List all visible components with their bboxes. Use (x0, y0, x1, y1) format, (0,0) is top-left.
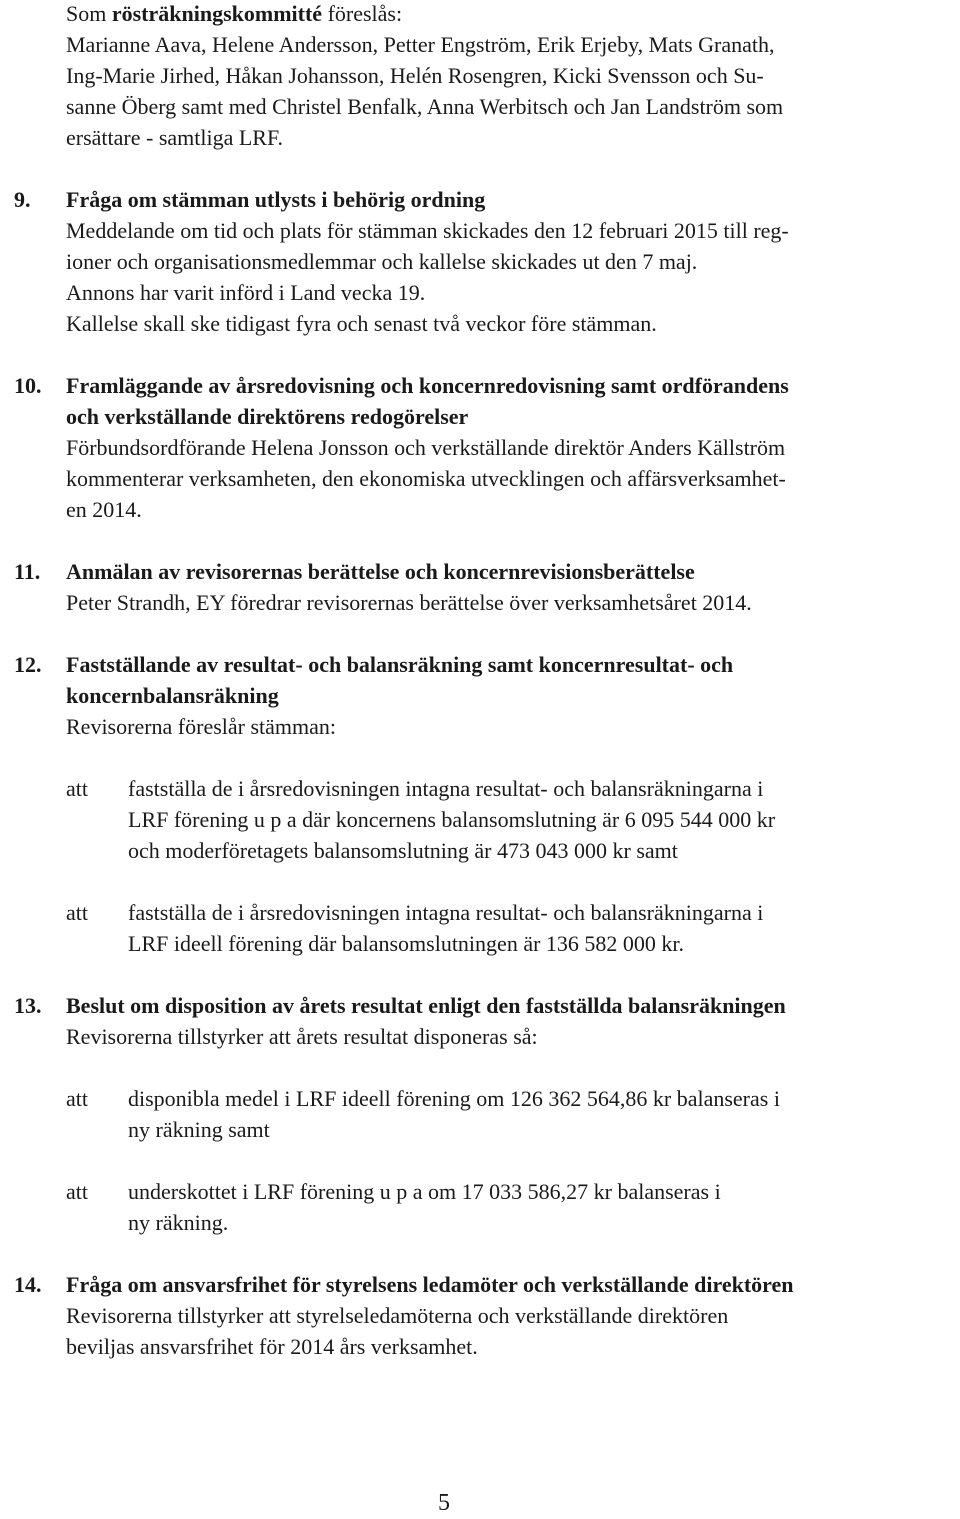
committee-line: Marianne Aava, Helene Andersson, Petter Engström, Erik Erjeby, Mats Granath, (66, 32, 775, 57)
committee-line: ersättare - samtliga LRF. (66, 125, 283, 150)
section-12-item-line: fastställa de i årsredovisningen intagna resultat- och balansräkningarna i (128, 776, 764, 801)
section-9-title: Fråga om stämman utlysts i behörig ordning (66, 187, 486, 212)
section-9-line: Kallelse skall ske tidigast fyra och senast två veckor före stämman. (66, 311, 657, 336)
section-9-line: Annons har varit införd i Land vecka 19. (66, 280, 426, 305)
section-14-line: Revisorerna tillstyrker att styrelseledamöterna och verkställande direktören (66, 1303, 729, 1328)
section-11-line: Peter Strandh, EY föredrar revisorernas berättelse över verksamhetsåret 2014. (66, 590, 752, 615)
committee-line: Ing-Marie Jirhed, Håkan Johansson, Helén Rosengren, Kicki Svensson och Su- (66, 63, 764, 88)
section-14-title: Fråga om ansvarsfrihet för styrelsens ledamöter och verkställande direktören (66, 1272, 794, 1297)
section-13-number: 13. (14, 993, 42, 1018)
section-12-number: 12. (14, 652, 42, 677)
committee-heading (66, 0, 402, 29)
committee-line: sanne Öberg samt med Christel Benfalk, Anna Werbitsch och Jan Landström som (66, 94, 784, 119)
section-13-title: Beslut om disposition av årets resultat enligt den fastställda balansräkningen (66, 993, 786, 1018)
section-13-item-line: ny räkning. (128, 1210, 229, 1235)
section-10-line: Förbundsordförande Helena Jonsson och verkställande direktör Anders Källström (66, 435, 786, 460)
section-10-line: kommenterar verksamheten, den ekonomiska utvecklingen och affärsverksamhet- (66, 466, 786, 491)
section-12-intro: Revisorerna föreslår stämman: (66, 714, 337, 739)
section-9-number: 9. (14, 187, 31, 212)
section-9-line: Meddelande om tid och plats för stämman skickades den 12 februari 2015 till reg- (66, 218, 789, 243)
section-12-item-line: LRF ideell förening där balansomslutningen är 136 582 000 kr. (128, 931, 685, 956)
section-14-number: 14. (14, 1272, 42, 1297)
section-12-item-line: fastställa de i årsredovisningen intagna resultat- och balansräkningarna i (128, 900, 764, 925)
att-marker: att (66, 900, 88, 925)
committee-heading-post: föreslås: (322, 1, 403, 26)
page-number: 5 (438, 1490, 450, 1516)
section-9-line: ioner och organisationsmedlemmar och kallelse skickades ut den 7 maj. (66, 249, 698, 274)
committee-heading-pre: Som (66, 1, 112, 26)
section-13-item-line: disponibla medel i LRF ideell förening om 126 362 564,86 kr balanseras i (128, 1086, 780, 1111)
section-12-item-line: LRF förening u p a där koncernens balansomslutning är 6 095 544 000 kr (128, 807, 776, 832)
section-11-title: Anmälan av revisorernas berättelse och koncernrevisionsberättelse (66, 559, 695, 584)
section-10-title: och verkställande direktörens redogörelser (66, 404, 469, 429)
att-marker: att (66, 776, 88, 801)
section-14-line: beviljas ansvarsfrihet för 2014 års verksamhet. (66, 1334, 478, 1359)
section-12-title: koncernbalansräkning (66, 683, 279, 708)
att-marker: att (66, 1086, 88, 1111)
section-10-line: en 2014. (66, 497, 142, 522)
section-13-item-line: underskottet i LRF förening u p a om 17 033 586,27 kr balanseras i (128, 1179, 721, 1204)
section-12-title: Fastställande av resultat- och balansräkning samt koncernresultat- och (66, 652, 734, 677)
section-10-title: Framläggande av årsredovisning och koncernredovisning samt ordförandens (66, 373, 789, 398)
committee-heading-bold: rösträkningskommitté (111, 1, 323, 26)
att-marker: att (66, 1179, 88, 1204)
section-13-item-line: ny räkning samt (128, 1117, 270, 1142)
section-12-item-line: och moderföretagets balansomslutning är 473 043 000 kr samt (128, 838, 678, 863)
section-10-number: 10. (14, 373, 42, 398)
section-11-number: 11. (14, 559, 41, 584)
section-13-intro: Revisorerna tillstyrker att årets resultat disponeras så: (66, 1024, 538, 1049)
